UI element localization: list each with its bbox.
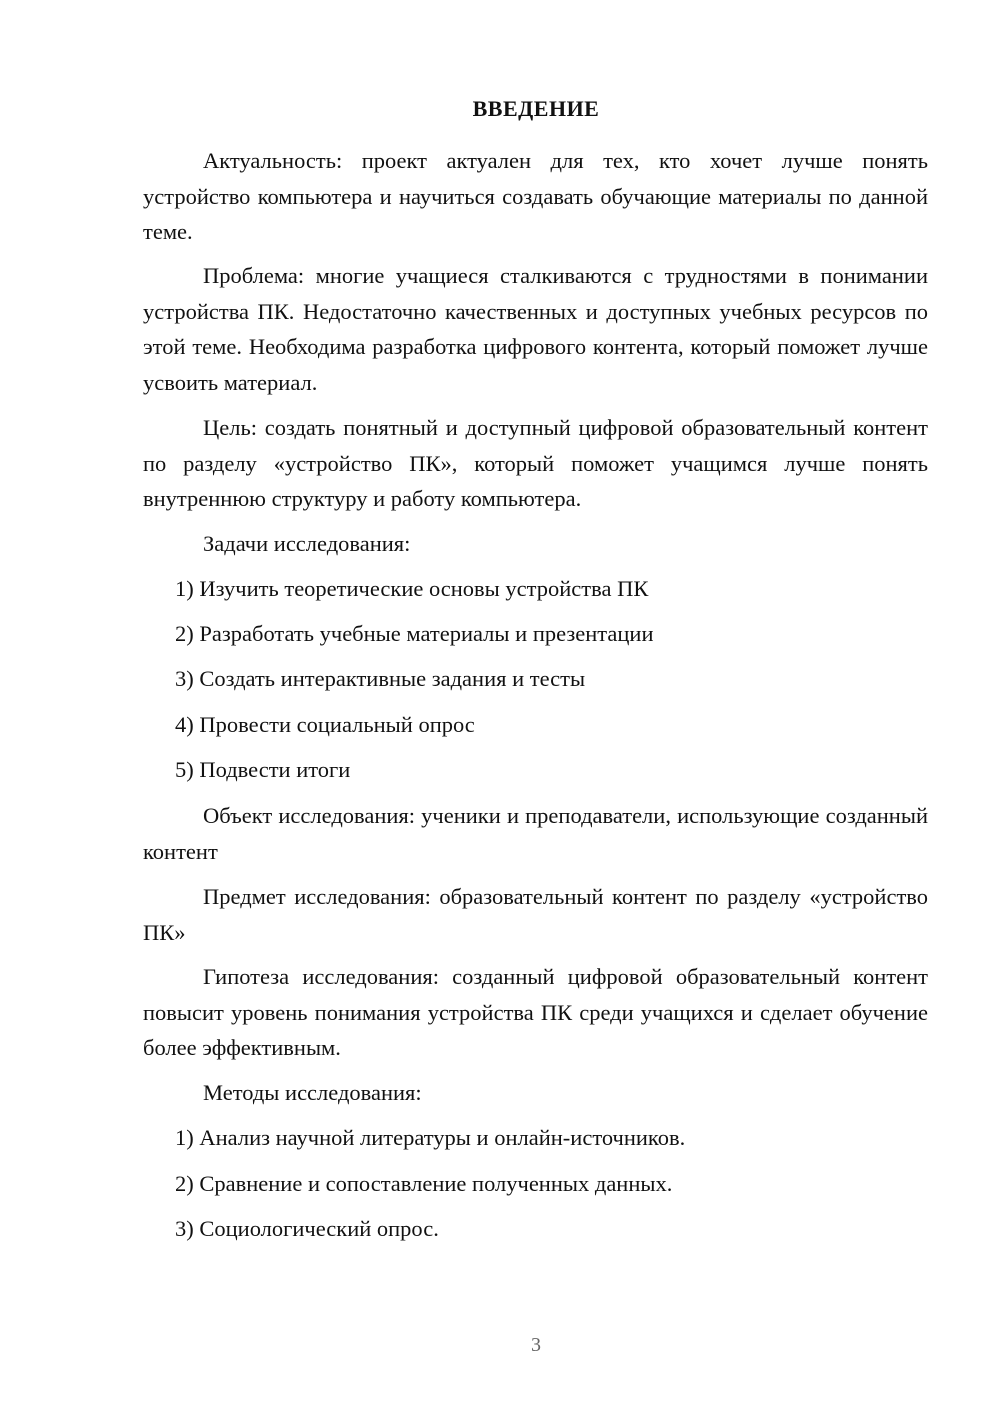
problem-text: Проблема: многие учащиеся сталкиваются с трудностями в понимании устройства ПК. Недостаточно качественных и доступных учебных ресурсов по этой теме. Необходима разработка цифрового контента, который поможет лучше усвоить материал. [143,263,928,395]
list-item: 5) Подвести итоги [175,757,351,782]
page-number: 3 [531,1334,541,1356]
relevance-text: Актуальность: проект актуален для тех, кто хочет лучше понять устройство компьютера и научиться создавать обучающие материалы по данной теме. [143,148,928,244]
tasks-heading-block [143,526,928,562]
task-item-2 [143,616,928,652]
goal-paragraph [143,410,928,517]
task-item-3 [143,661,928,697]
subject-paragraph [143,879,928,950]
methods-heading-block [143,1075,928,1111]
method-item-1 [143,1120,928,1156]
goal-text: Цель: создать понятный и доступный цифровой образовательный контент по разделу «устройство ПК», который поможет учащимся лучше понять внутреннюю структуру и работу компьютера. [143,415,928,511]
tasks-heading: Задачи исследования: [203,531,411,556]
object-text: Объект исследования: ученики и преподаватели, использующие созданный контент [143,803,928,864]
method-item-3 [143,1211,928,1247]
methods-heading: Методы исследования: [203,1080,422,1105]
list-item: 4) Провести социальный опрос [175,712,475,737]
object-paragraph [143,798,928,869]
method-item-2 [143,1166,928,1202]
list-item: 2) Сравнение и сопоставление полученных данных. [175,1171,673,1196]
list-item: 3) Создать интерактивные задания и тесты [175,666,586,691]
list-item: 3) Социологический опрос. [175,1216,439,1241]
hypothesis-paragraph [143,959,928,1066]
task-item-4 [143,707,928,743]
task-item-1 [143,571,928,607]
hypothesis-text: Гипотеза исследования: созданный цифровой образовательный контент повысит уровень понимания устройства ПК среди учащихся и сделает обучение более эффективным. [143,964,928,1060]
list-item: 1) Анализ научной литературы и онлайн-источников. [175,1125,686,1150]
task-item-5 [143,752,928,788]
list-item: 2) Разработать учебные материалы и презентации [175,621,654,646]
subject-text: Предмет исследования: образовательный контент по разделу «устройство ПК» [143,884,928,945]
list-item: 1) Изучить теоретические основы устройства ПК [175,576,649,601]
relevance-paragraph [143,143,928,250]
page-title: ВВЕДЕНИЕ [472,96,600,121]
problem-paragraph [143,258,928,400]
